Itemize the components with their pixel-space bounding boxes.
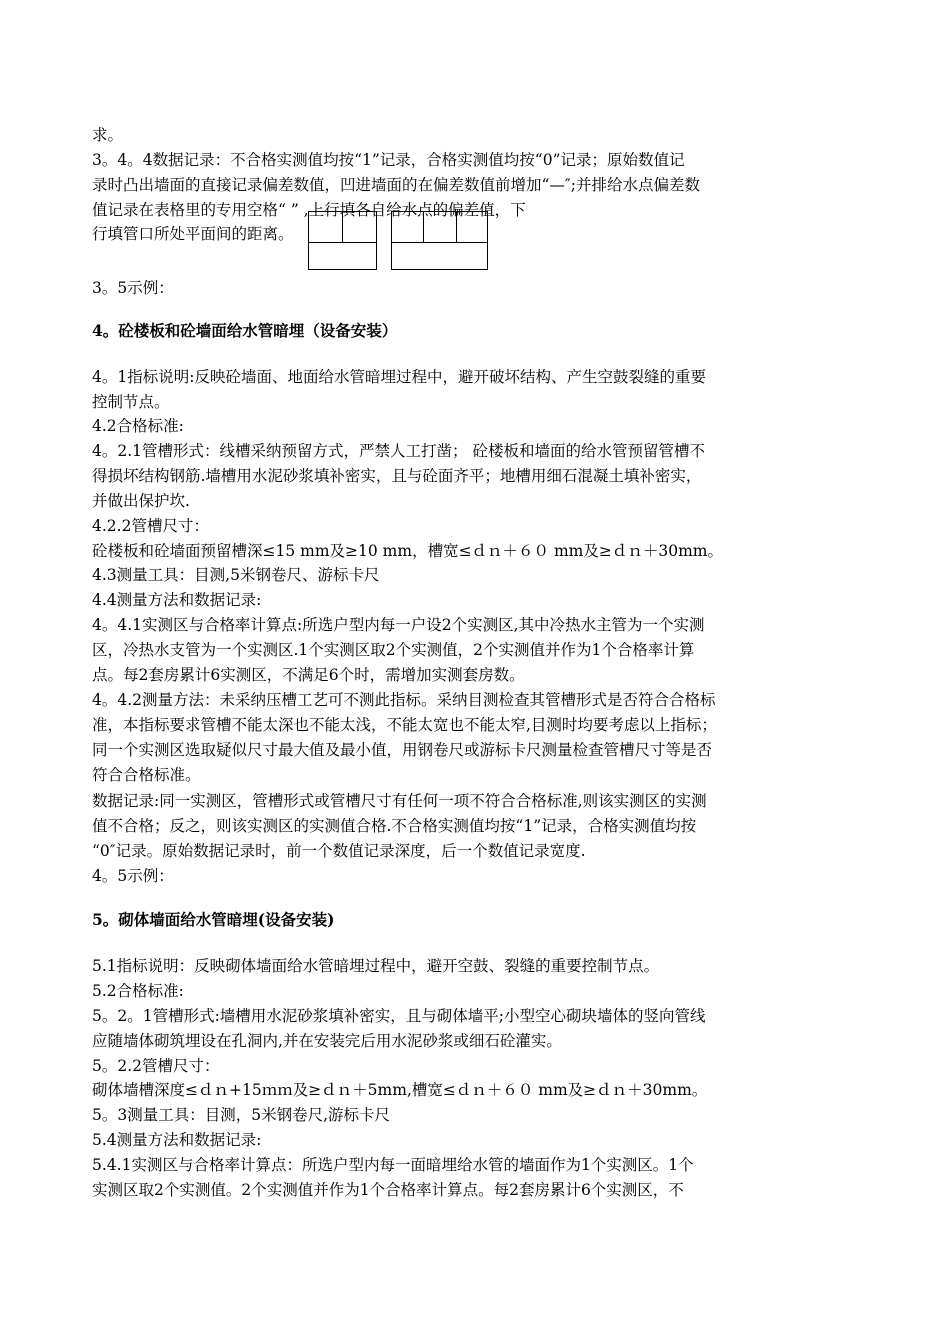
- text-line: 点。每2套房累计6实测区，不满足6个时，需增加实测套房数。: [92, 666, 525, 684]
- text-line: 求。: [92, 126, 124, 144]
- text-line: 5。2。1管槽形式:墙槽用水泥砂浆填补密实，且与砌体墙平;小型空心砌块墙体的竖向管线: [92, 1007, 706, 1025]
- text-line: 行填管口所处平面间的距离。: [92, 225, 294, 243]
- text-line: 4。5示例：: [92, 867, 174, 885]
- text-line: 得损坏结构钢筋.墙槽用水泥砂浆填补密实，且与砼面齐平；地槽用细石混凝土填补密实，: [92, 467, 702, 485]
- section-heading: 4。砼楼板和砼墙面给水管暗埋（设备安装）: [92, 321, 398, 340]
- text-line: 准，本指标要求管槽不能太深也不能太浅，不能太宽也不能太窄,目测时均要考虑以上指标；: [92, 716, 717, 734]
- text-line: 5。3测量工具：目测，5米钢卷尺,游标卡尺: [92, 1106, 391, 1124]
- text-line: 4.3测量工具：目测,5米钢卷尺、游标卡尺: [92, 566, 380, 584]
- text-line: 3。5示例：: [92, 279, 174, 297]
- text-line: 录时凸出墙面的直接记录偏差数值，凹进墙面的在偏差数值前增加“—″;并排给水点偏差数: [92, 176, 700, 194]
- text-line: 4。1指标说明:反映砼墙面、地面给水管暗埋过程中，避开破坏结构、产生空鼓裂缝的重要: [92, 368, 706, 386]
- text-line: 控制节点。: [92, 393, 170, 411]
- text-line: “0″记录。原始数据记录时，前一个数值记录深度，后一个数值记录宽度.: [92, 842, 586, 860]
- text-line: 4.2.2管槽尺寸：: [92, 517, 209, 535]
- section-heading: 5。砌体墙面给水管暗埋(设备安装): [92, 910, 335, 929]
- text-line: 4.2合格标准:: [92, 417, 184, 435]
- text-line: 5。2.2管槽尺寸：: [92, 1057, 220, 1075]
- text-line: 4。4.2测量方法：未采纳压槽工艺可不测此指标。采纳目测检查其管槽形式是否符合合格标: [92, 691, 716, 709]
- text-line: 同一个实测区选取疑似尺寸最大值及最小值，用钢卷尺或游标卡尺测量检查管槽尺寸等是否: [92, 741, 713, 759]
- text-line: 符合合格标准。: [92, 766, 201, 784]
- text-line: 4.4测量方法和数据记录:: [92, 591, 262, 609]
- text-line: 4。2.1管槽形式：线槽采纳预留方式，严禁人工打凿； 砼楼板和墙面的给水管预留管槽不: [92, 442, 705, 460]
- text-line: 数据记录:同一实测区，管槽形式或管槽尺寸有任何一项不符合合格标准,则该实测区的实测: [92, 792, 707, 810]
- text-line: 并做出保护坎.: [92, 492, 190, 510]
- text-line: 应随墙体砌筑埋设在孔洞内,并在安装完后用水泥砂浆或细石砼灌实。: [92, 1032, 562, 1050]
- text-line: 3。4。4数据记录：不合格实测值均按“1”记录，合格实测值均按“0”记录；原始数值记: [92, 151, 685, 169]
- text-line: 值记录在表格里的专用空格“ ” ,上行填各自给水点的偏差值，下: [92, 201, 526, 219]
- text-line: 砼楼板和砼墙面预留槽深≤15 mm及≥10 mm，槽宽≤ｄｎ＋６０ mm及≥ｄｎ＋30mm。: [92, 542, 723, 560]
- text-line: 4。4.1实测区与合格率计算点:所选户型内每一户设2个实测区,其中冷热水主管为一个实测: [92, 616, 705, 634]
- text-line: 5.4测量方法和数据记录:: [92, 1131, 262, 1149]
- text-line: 5.1指标说明：反映砌体墙面给水管暗埋过程中，避开空鼓、裂缝的重要控制节点。: [92, 957, 660, 975]
- text-line: 值不合格；反之，则该实测区的实测值合格.不合格实测值均按“1”记录，合格实测值均按: [92, 817, 697, 835]
- text-line: 5.4.1实测区与合格率计算点：所选户型内每一面暗埋给水管的墙面作为1个实测区。1个: [92, 1156, 694, 1174]
- text-line: 实测区取2个实测值。2个实测值并作为1个合格率计算点。每2套房累计6个实测区，不: [92, 1181, 684, 1199]
- text-line: 砌体墙槽深度≤ｄｎ+15ｍｍ及≥ｄｎ＋5mm,槽宽≤ｄｎ＋６０ mm及≥ｄｎ＋30mm。: [92, 1081, 708, 1099]
- text-line: 区，冷热水支管为一个实测区.1个实测区取2个实测值，2个实测值并作为1个合格率计算: [92, 641, 695, 659]
- text-line: 5.2合格标准:: [92, 982, 184, 1000]
